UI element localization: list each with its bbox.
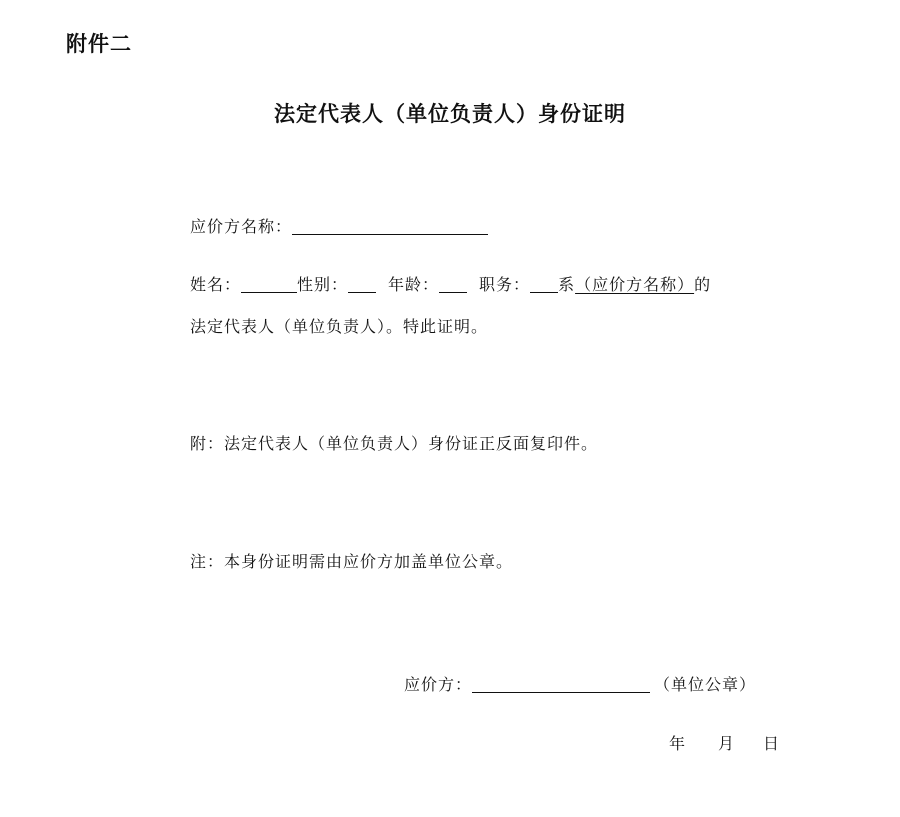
duty-label: 职务： xyxy=(479,275,531,294)
is-text: 系 xyxy=(558,275,576,294)
seal-text: （单位公章） xyxy=(654,675,757,694)
signature-blank[interactable] xyxy=(472,674,650,693)
age-label: 年龄： xyxy=(388,275,440,294)
name-blank[interactable] xyxy=(241,274,297,293)
bidder-name-placeholder[interactable]: （应价方名称） xyxy=(575,275,695,294)
duty-blank[interactable] xyxy=(530,274,558,293)
bidder-name-label: 应价方名称： xyxy=(190,217,293,236)
attachment-note: 附：法定代表人（单位负责人）身份证正反面复印件。 xyxy=(190,434,599,453)
identity-line-2: 法定代表人（单位负责人）。特此证明。 xyxy=(190,317,489,336)
de-text: 的 xyxy=(694,275,712,294)
signature-label: 应价方： xyxy=(404,675,473,694)
date-day: 日 xyxy=(763,734,781,753)
signature-row xyxy=(404,674,756,696)
seal-requirement-note: 注：本身份证明需由应价方加盖单位公章。 xyxy=(190,552,514,571)
document-title: 法定代表人（单位负责人）身份证明 xyxy=(274,102,626,126)
bidder-name-blank[interactable] xyxy=(292,216,488,235)
bidder-name-row xyxy=(190,216,488,238)
name-label: 姓名： xyxy=(190,275,242,294)
gender-label: 性别： xyxy=(297,275,349,294)
gender-blank[interactable] xyxy=(348,274,376,293)
date-year: 年 xyxy=(669,734,687,753)
date-row xyxy=(669,733,780,755)
annex-label: 附件二 xyxy=(66,32,132,56)
identity-line-1 xyxy=(190,274,711,296)
date-month: 月 xyxy=(718,734,736,753)
age-blank[interactable] xyxy=(439,274,467,293)
